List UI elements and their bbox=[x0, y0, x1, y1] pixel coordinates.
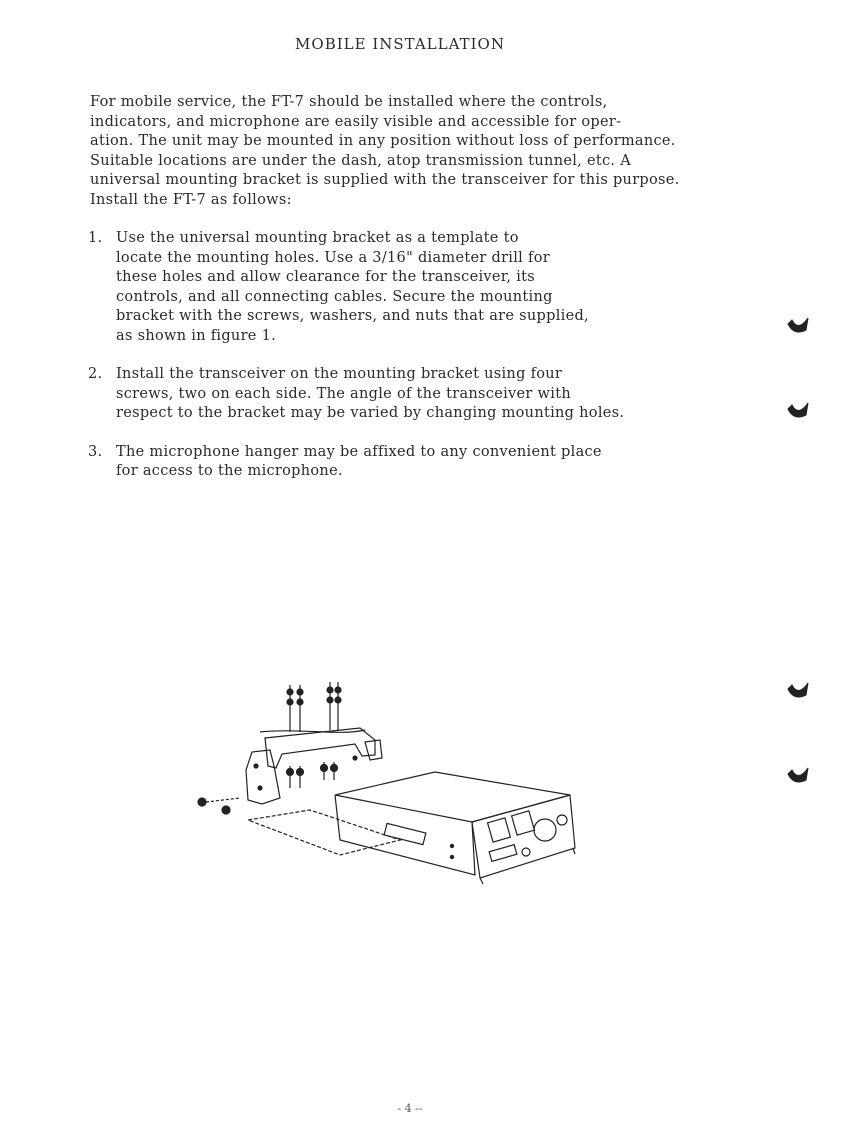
margin-marks bbox=[780, 250, 830, 850]
step-line: Use the universal mounting bracket as a template to bbox=[116, 230, 519, 246]
step-2 bbox=[88, 365, 768, 424]
step-3 bbox=[88, 443, 768, 482]
step-line: controls, and all connecting cables. Secure the mounting bbox=[116, 288, 553, 305]
page-number: - 4 -- bbox=[397, 1102, 423, 1115]
step-text bbox=[116, 443, 768, 482]
step-number: 3. bbox=[88, 443, 103, 460]
intro-line: ation. The unit may be mounted in any position without loss of performance. bbox=[90, 133, 676, 149]
intro-line: For mobile service, the FT-7 should be installed where the controls, bbox=[90, 94, 608, 110]
screw-icon bbox=[287, 682, 341, 732]
step-line: for access to the microphone. bbox=[116, 463, 343, 479]
step-number: 1. bbox=[88, 230, 103, 246]
transceiver-bracket-illustration bbox=[190, 670, 590, 890]
intro-line: indicators, and microphone are easily visible and accessible for oper- bbox=[90, 113, 622, 130]
step-1 bbox=[88, 229, 768, 346]
transceiver-icon bbox=[335, 772, 575, 884]
step-number: 2. bbox=[88, 366, 103, 382]
step-line: these holes and allow clearance for the transceiver, its bbox=[116, 269, 536, 285]
intro-paragraph bbox=[90, 93, 770, 210]
step-line: locate the mounting holes. Use a 3/16" diameter drill for bbox=[116, 249, 550, 266]
intro-line: Suitable locations are under the dash, atop transmission tunnel, etc. A bbox=[90, 152, 631, 169]
step-text bbox=[116, 229, 768, 346]
intro-line: universal mounting bracket is supplied with the transceiver for this purpose. bbox=[90, 172, 680, 188]
intro-line: Install the FT-7 as follows: bbox=[90, 191, 292, 208]
step-line: respect to the bracket may be varied by changing mounting holes. bbox=[116, 405, 625, 421]
step-line: bracket with the screws, washers, and nuts that are supplied, bbox=[116, 308, 589, 324]
installation-steps bbox=[88, 229, 768, 501]
step-line: screws, two on each side. The angle of the transceiver with bbox=[116, 385, 571, 402]
step-line: as shown in figure 1. bbox=[116, 327, 277, 344]
step-line: Install the transceiver on the mounting bracket using four bbox=[116, 366, 563, 382]
bracket-icon bbox=[246, 728, 382, 804]
step-line: The microphone hanger may be affixed to any convenient place bbox=[116, 443, 602, 460]
step-text bbox=[116, 365, 768, 424]
page-title: MOBILE INSTALLATION bbox=[295, 35, 505, 53]
